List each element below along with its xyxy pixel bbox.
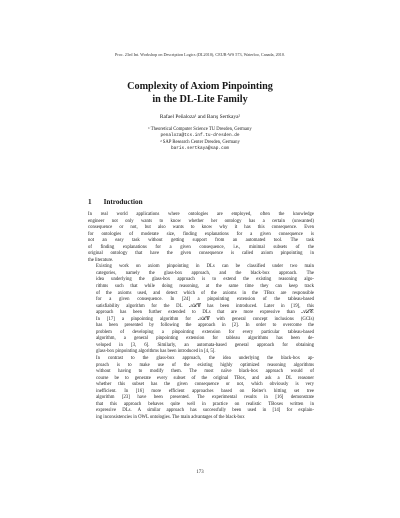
affiliation-1-name: ¹ Theoretical Computer Science TU Dresden, Germany (148, 127, 252, 132)
text-line: rithms such that while doing reasoning, at the same time they can keep track (96, 284, 314, 290)
text-line: glass-box pinpointing algorithms has been introduced in [4, 5]. (96, 349, 216, 355)
title-line-1: Complexity of Axiom Pinpointing (127, 81, 273, 92)
text-line: the literature. (88, 257, 114, 263)
text-line: without having to modify them. The most naïve black-box approach would of (96, 369, 314, 375)
text-line: for a given consequence. In [24] a pinpointing extension of the tableau-based (96, 297, 314, 303)
text-line: algorithm [23] have been presented. The experimental results in [16] demonstrate (96, 395, 314, 401)
text-line: algorithm, a general pinpointing extension for tableau algorithms has been de- (96, 336, 314, 342)
text-line: engineer not only wants to know whether her ontology has a certain (unwanted) (88, 218, 314, 224)
text-line: approach has been further extended to DLs that are more expressive than 𝒜ℒ𝒞. (96, 310, 314, 316)
text-line: Existing work on axiom pinpointing in DLs can be classified under two main (96, 264, 314, 270)
text-line: has been presented by following the approach in [2]. In order to overcome the (96, 323, 314, 329)
paper-title (0, 80, 400, 106)
text-line: veloped in [3, 6]. Similarly, an automata-based general approach for obtaining (96, 342, 314, 348)
running-head: Proc. 23rd Int. Workshop on Description Logics (DL2010), CEUR-WS 573, Waterloo, Canada, 2010. (114, 52, 286, 57)
text-line: of finding explanations for a given consequence, i.e., minimal subsets of the (88, 244, 314, 250)
affiliation-2-email: baris.sertkaya@sap.com (171, 146, 229, 152)
text-line: proach is to make use of the existing highly optimized reasoning algorithms (96, 362, 314, 368)
text-line: In contrast to the glass-box approach, the idea underlying the black-box ap- (96, 356, 314, 362)
text-line: ing inconsistencies in OWL ontologies. The main advantages of the black-box (96, 414, 245, 420)
body-text (88, 212, 314, 422)
text-line: inefficient. In [16] more efficient approaches based on Reiter's hitting set tree (96, 388, 314, 394)
text-line: of the axioms used, and detect which of the axioms in the TBox are responsible (96, 290, 314, 296)
authors: Rafael Peñaloza¹ and Barış Sertkaya² (159, 114, 241, 120)
paragraph-1 (88, 212, 314, 264)
text-line: expressive DLs. A similar approach has successfully been used in [14] for explain- (96, 408, 314, 414)
title-line-2: in the DL-Lite Family (152, 94, 248, 105)
text-line: satisfiability algorithm for the DL 𝒜ℒ𝒞 has been introduced. Later in [19], this (96, 303, 314, 309)
text-line: In [17] a pinpointing algorithm for 𝒜ℒ𝒞 with general concept inclusions (GCIs) (96, 316, 314, 322)
text-line: course be to generate every subset of the original TBox, and ask a DL reasoner (96, 375, 314, 381)
text-line: not an easy task without getting support from an automated tool. The task (88, 238, 314, 244)
affiliation-1 (0, 127, 400, 140)
text-line: idea underlying the glass-box approach is to extend the existing reasoning algo- (96, 277, 314, 283)
text-line: that this approach behaves quite well in practice on realistic TBoxes written in (96, 401, 314, 407)
text-line: consequence or not, but also wants to know why it has this consequence. Even (88, 225, 314, 231)
paragraph-3 (88, 356, 314, 421)
section-number: 1 (88, 198, 92, 206)
section-title: Introduction (103, 198, 143, 206)
affiliation-2-name: ² SAP Research Center Dresden, Germany (160, 140, 240, 145)
text-line: whether this subset has the given consequence or not, which obviously is very (96, 382, 314, 388)
text-line: categories, namely the glass-box approach, and the black-box approach. The (96, 270, 314, 276)
text-line: for ontologies of moderate size, finding explanations for a given consequence is (88, 231, 314, 237)
affiliation-2 (0, 140, 400, 153)
page-number: 173 (196, 470, 204, 475)
text-line: In real world applications where ontologies are employed, often the knowledge (88, 212, 314, 217)
paragraph-2 (88, 264, 314, 356)
text-line: original ontology that have the given consequence is called axiom pinpointing in (88, 251, 314, 257)
affiliation-1-email: penaloza@tcs.inf.tu-dresden.de (160, 133, 240, 139)
text-line: problem of developing a pinpointing extension for every particular tableau-based (96, 329, 314, 335)
section-heading (88, 198, 143, 206)
